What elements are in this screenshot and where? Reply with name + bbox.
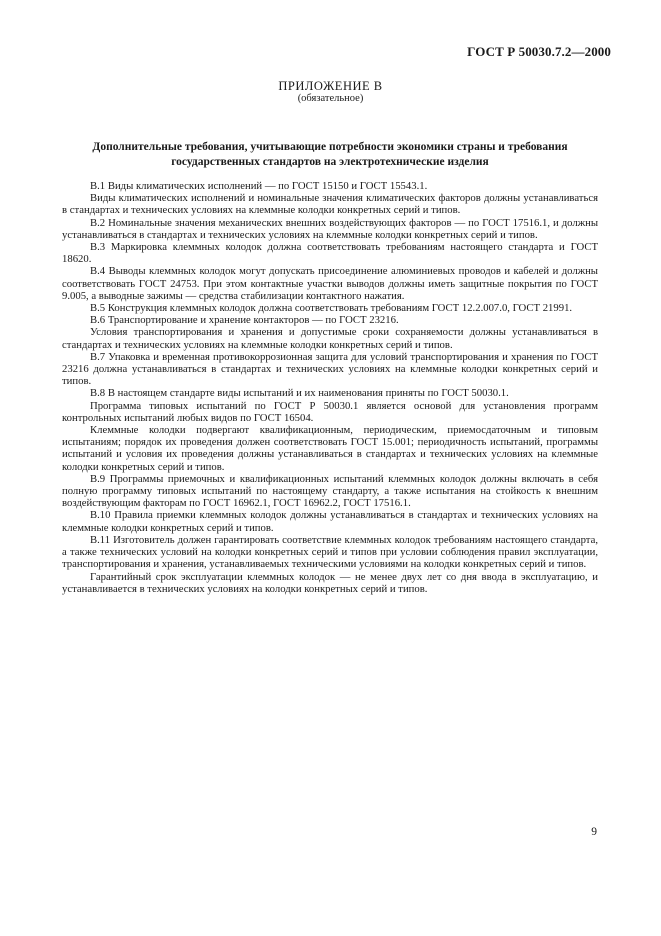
body-text [62, 180, 598, 595]
paragraph-b6-detail: Условия транспортирования и хранения и допустимые сроки сохраняемости должны устанавливаться в стандартах и технических условиях на клеммные колодки конкретных серий и типов. [62, 326, 598, 351]
paragraph-b1: В.1 Виды климатических исполнений — по ГОСТ 15150 и ГОСТ 15543.1. [90, 180, 428, 192]
paragraph-b6: В.6 Транспортирование и хранение контакторов — по ГОСТ 23216. [90, 314, 399, 327]
paragraph-b3: В.3 Маркировка клеммных колодок должна соответствовать требованиям настоящего стандарта и ГОСТ 18620. [62, 241, 598, 266]
paragraph-b8-program: Программа типовых испытаний по ГОСТ Р 50030.1 является основой для установления программ контрольных испытаний любых видов по ГОСТ 16504. [62, 399, 598, 424]
paragraph-b11: В.11 Изготовитель должен гарантировать соответствие клеммных колодок требованиям настоящего стандарта, а также технических условий на колодки конкретных серий и типов при условии соблюдения правил эксплуатации, транспортирования и хранения, устанавливаемых техническими условиями на колодки конкретных серий и типов. [62, 533, 598, 571]
appendix-block [0, 80, 661, 105]
paragraph-b7: В.7 Упаковка и временная противокоррозионная защита для условий транспортирования и хранения по ГОСТ 23216 должна устанавливаться в стандартах и технических условиях на клеммные колодки конкретных серий и типов. [62, 350, 598, 388]
paragraph-b2: В.2 Номинальные значения механических внешних воздействующих факторов — по ГОСТ 17516.1, и должны устанавливаться в стандартах и технических условиях на клеммные колодки конкретных серий и типов. [62, 216, 598, 241]
paragraph-b4: В.4 Выводы клеммных колодок могут допускать присоединение алюминиевых проводов и кабелей и должны соответствовать ГОСТ 24753. При этом контактные участки выводов должны иметь защитные покрытия по ГОСТ 9.005, а выводные зажимы — средства стабилизации контактного нажатия. [62, 265, 598, 302]
paragraph-b8-tests: Клеммные колодки подвергают квалификационным, периодическим, приемосдаточным и типовым испытаниям; порядок их проведения должен соответствовать ГОСТ 15.001; периодичность испытаний, программы испытаний и условия их проведения должны устанавливаться в стандартах и технических условиях на клеммные колодки конкретных серий и типов. [62, 424, 598, 473]
paragraph-b10: В.10 Правила приемки клеммных колодок должны устанавливаться в стандартах и технических условиях на клеммные колодки конкретных серий и типов. [62, 509, 598, 534]
section-heading [70, 140, 590, 169]
appendix-title: ПРИЛОЖЕНИЕ В [278, 79, 383, 93]
paragraph-b5: В.5 Конструкция клеммных колодок должна соответствовать требованиям ГОСТ 12.2.007.0, ГОСТ 21991. [90, 302, 573, 315]
section-heading-line-2: государственных стандартов на электротехнические изделия [171, 155, 489, 168]
paragraph-b8: В.8 В настоящем стандарте виды испытаний и их наименования приняты по ГОСТ 50030.1. [90, 387, 509, 400]
paragraph-warranty: Гарантийный срок эксплуатации клеммных колодок — не менее двух лет со дня ввода в эксплуатацию, и устанавливается в технических условиях на колодки конкретных серий и типов. [62, 570, 598, 595]
page-number: 9 [591, 826, 597, 838]
paragraph-b9: В.9 Программы приемочных и квалификационных испытаний клеммных колодок должны включать в себя полную программу типовых испытаний по настоящему стандарту, а также испытания на стойкость к внешним воздействующим факторам по ГОСТ 16962.1, ГОСТ 16962.2, ГОСТ 17516.1. [62, 472, 598, 510]
section-heading-line-1: Дополнительные требования, учитывающие потребности экономики страны и требования [92, 141, 568, 153]
document-standard-number: ГОСТ Р 50030.7.2—2000 [467, 44, 611, 59]
paragraph-b1-detail: Виды климатических исполнений и номинальные значения климатических факторов должны устанавливаться в стандартах и технических условиях на клеммные колодки конкретных серий и типов. [62, 192, 598, 217]
appendix-subtitle: (обязательное) [297, 93, 364, 104]
